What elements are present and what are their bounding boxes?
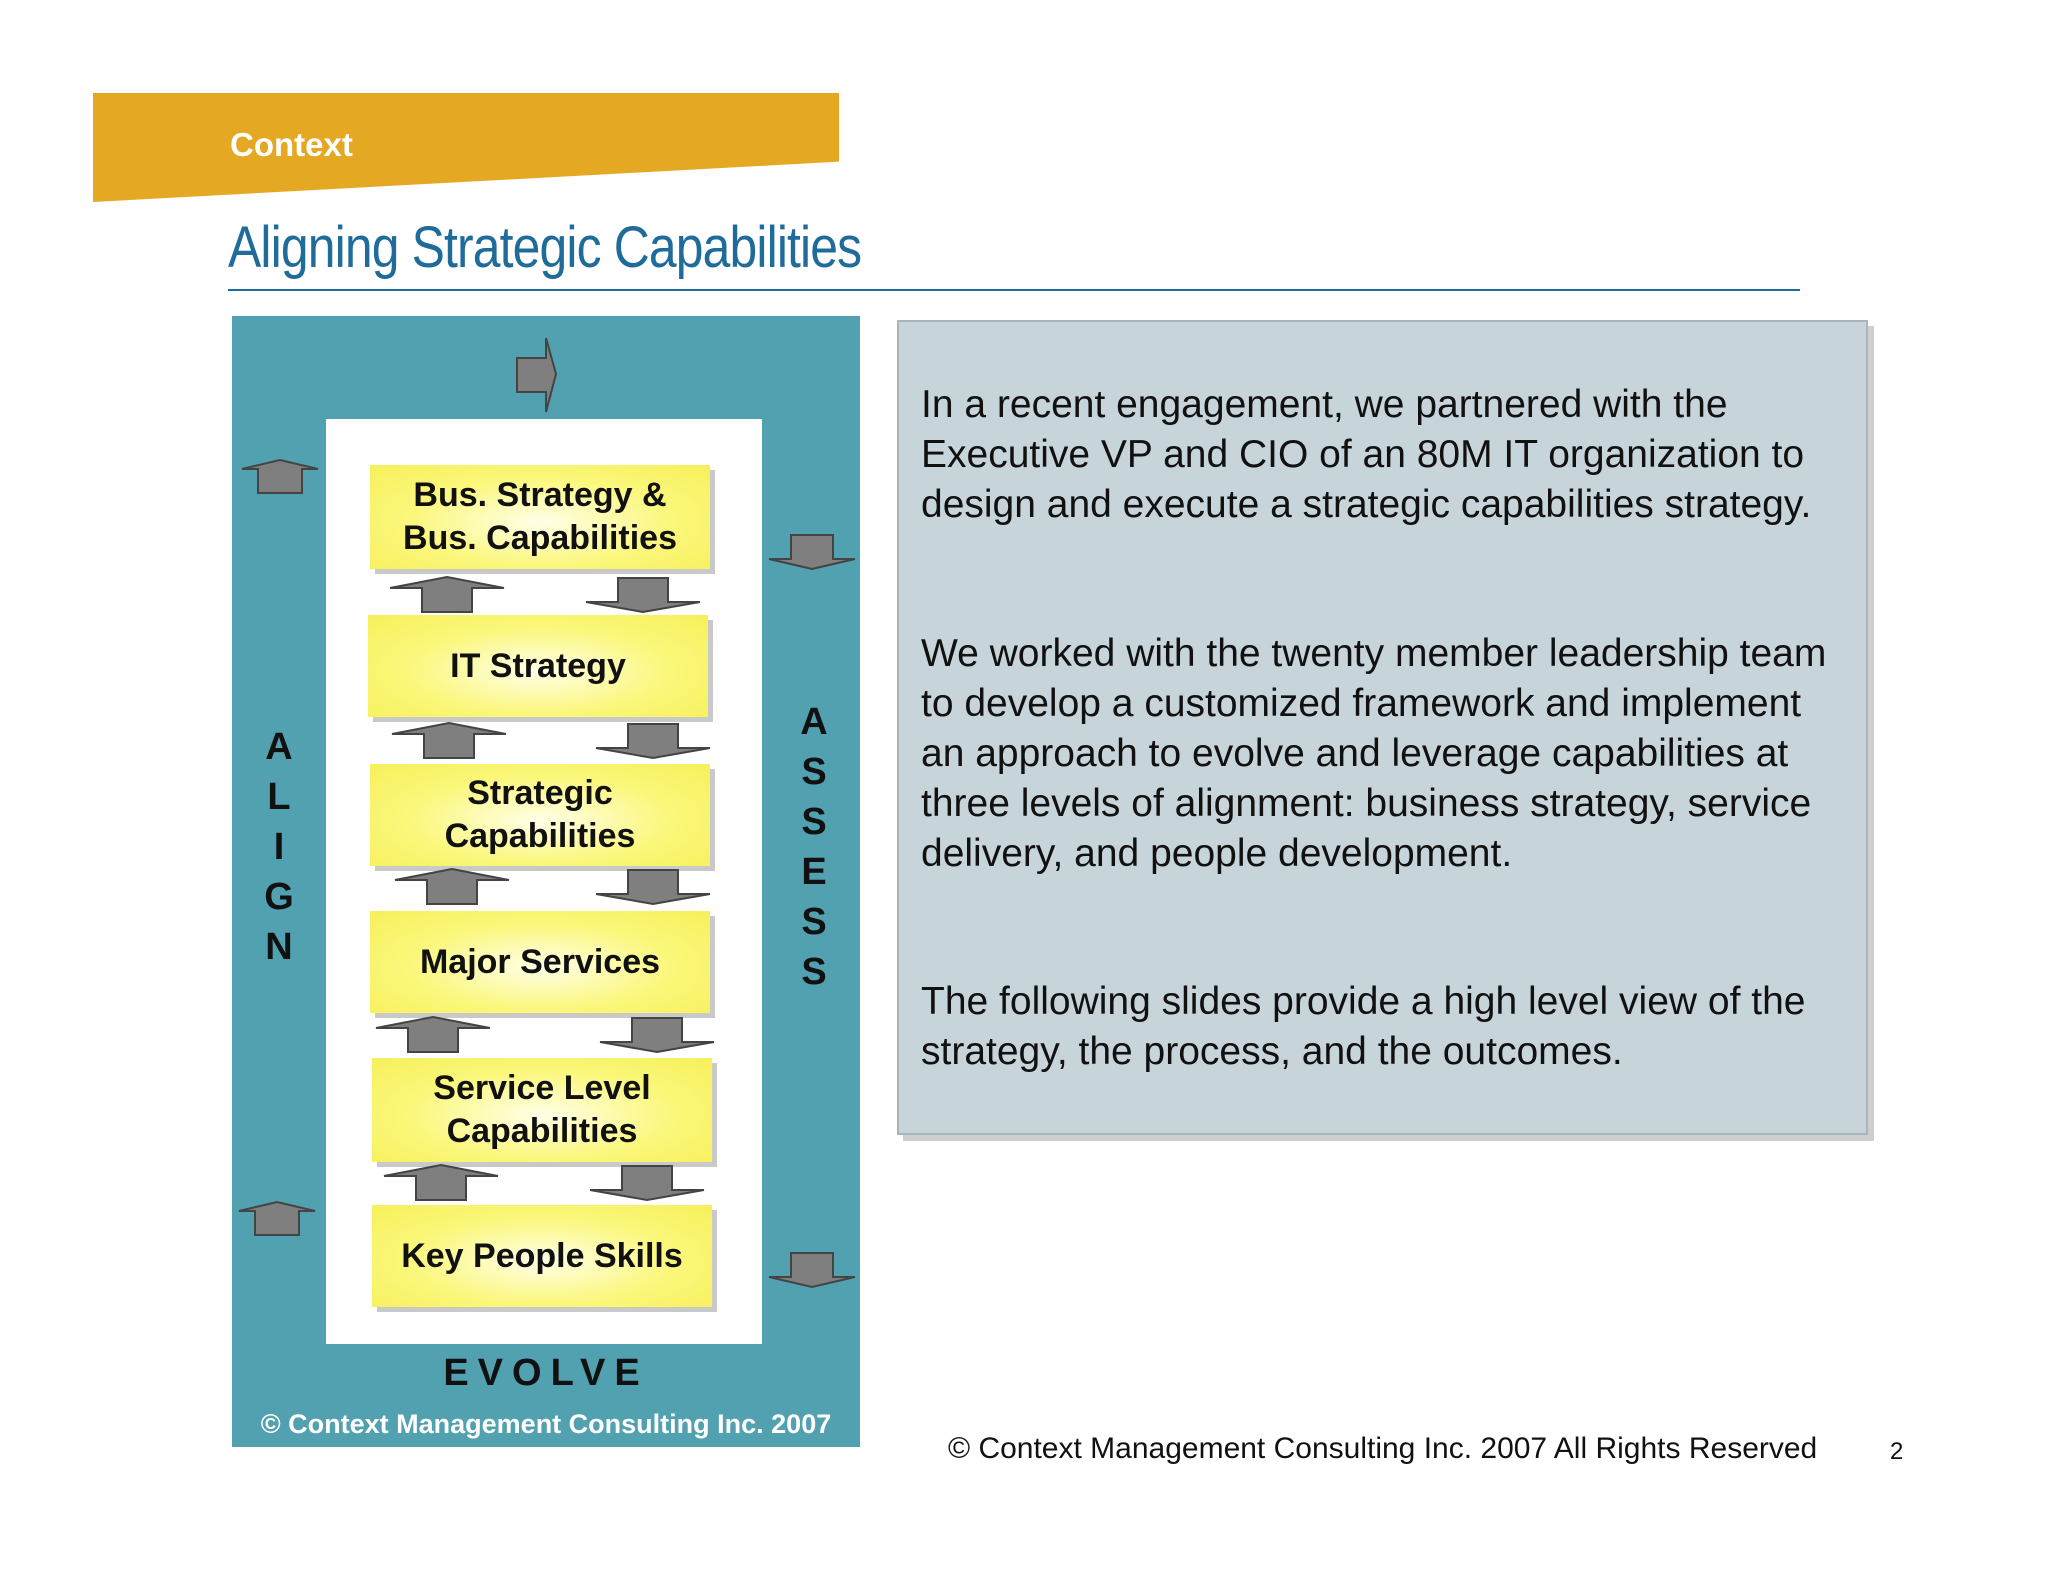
up-arrow-icon: [390, 722, 508, 760]
assess-label: A S S E S S: [800, 701, 828, 993]
align-label: A L I G N: [264, 726, 294, 968]
section-banner: [93, 93, 839, 202]
footer-copyright: © Context Management Consulting Inc. 2007 All Rights Reserved: [948, 1432, 1818, 1465]
capabilities-diagram: [232, 316, 860, 1447]
slide-title: Aligning Strategic Capabilities: [228, 215, 862, 280]
down-arrow-icon: [594, 868, 712, 906]
level-box-it-strategy: IT Strategy: [368, 615, 708, 717]
paragraph-outline: The following slides provide a high level view of the strategy, the process, and the outcomes.: [921, 980, 1806, 1073]
paragraph-intro: In a recent engagement, we partnered with the Executive VP and CIO of an 80M IT organization to design and execute a strategic capabilities strategy.: [921, 383, 1812, 526]
evolve-label: EVOLVE: [443, 1352, 649, 1394]
level-box-strategic-capabilities: Strategic Capabilities: [370, 764, 710, 866]
down-arrow-icon: [594, 722, 712, 760]
up-arrow-icon: [393, 868, 511, 906]
up-arrow-icon: [382, 1164, 500, 1202]
level-box-service-level-capabilities: Service Level Capabilities: [372, 1058, 712, 1162]
paragraph-approach: We worked with the twenty member leadership team to develop a customized framework and implement an approach to evolve and leverage capabilities at three levels of alignment: business strategy, service delivery, and people development.: [921, 632, 1827, 875]
down-arrow-icon: [598, 1016, 716, 1054]
title-divider: [228, 289, 1800, 291]
up-arrow-icon: [240, 459, 320, 495]
level-box-key-people-skills: Key People Skills: [372, 1205, 712, 1307]
up-arrow-icon: [374, 1016, 492, 1054]
page-number: 2: [1890, 1438, 1904, 1465]
section-label: Context: [230, 126, 353, 163]
up-arrow-icon: [388, 576, 506, 614]
level-box-business-strategy: Bus. Strategy & Bus. Capabilities: [370, 465, 710, 569]
down-arrow-icon: [767, 533, 857, 571]
diagram-copyright: © Context Management Consulting Inc. 2007: [260, 1409, 832, 1439]
down-arrow-icon: [584, 576, 702, 614]
levels-column: [326, 419, 762, 1344]
level-box-major-services: Major Services: [370, 911, 710, 1013]
right-arrow-icon: [514, 336, 558, 414]
down-arrow-icon: [767, 1251, 857, 1289]
down-arrow-icon: [588, 1164, 706, 1202]
up-arrow-icon: [237, 1201, 317, 1237]
description-box: [897, 320, 1868, 1135]
